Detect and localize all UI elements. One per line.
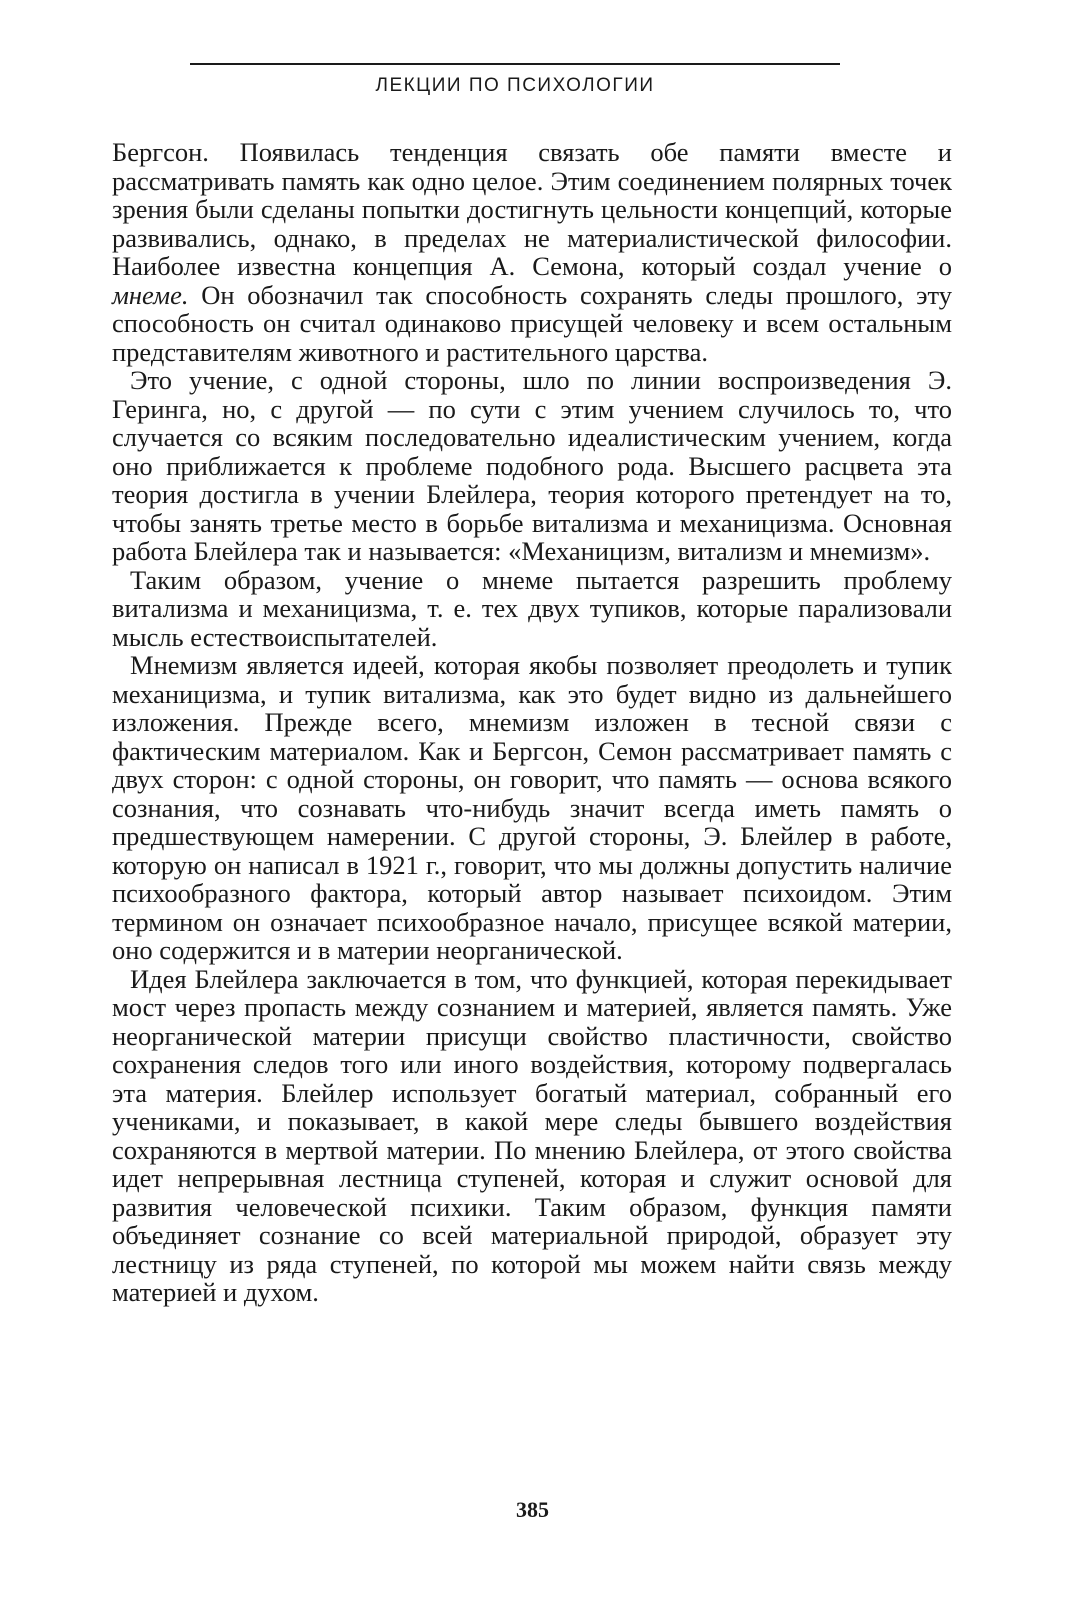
paragraph-1-text-start: Бергсон. Появилась тенденция связать обе памяти вместе и рассматривать память как одно целое. Этим соединением полярных точек зрения были сделаны попытки достигнуть цельности концепций, которые развивались, однако, в пределах не материалистической философии. Наиболее известна концепция А. Семона, который создал учение о — [112, 137, 952, 281]
paragraph-3: Таким образом, учение о мнеме пытается разрешить проблему витализма и механицизма, т. е. тех двух тупиков, которые парализовали мысль естествоиспытателей. — [112, 564, 952, 652]
paragraph-1-text-end: Он обозначил так способность сохранять следы прошлого, эту способность он считал одинаково присущей человеку и всем остальным представителям животного и растительного царства. — [112, 279, 952, 367]
header-rule — [190, 63, 840, 65]
page-number: 385 — [516, 1497, 549, 1522]
paragraph-4: Мнемизм является идеей, которая якобы позволяет преодолеть и тупик механицизма, и тупик витализма, как это будет видно из дальнейшего изложения. Прежде всего, мнемизм изложен в тесной связи с фактическим материалом. Как и Бергсон, Семон рассматривает память с двух сторон: с одной стороны, он говорит, что память — основа всякого сознания, что сознавать что-нибудь значит всегда иметь память о предшествующем намерении. С другой стороны, Э. Блейлер в работе, которую он написал в 1921 г., говорит, что мы должны допустить наличие психообразного фактора, который автор называет психоидом. Этим термином он означает психообразное начало, присущее всякой материи, оно содержится и в материи неорганической. — [112, 650, 952, 965]
running-head: ЛЕКЦИИ ПО ПСИХОЛОГИИ — [375, 75, 655, 96]
paragraph-5: Идея Блейлера заключается в том, что функцией, которая перекидывает мост через пропасть между сознанием и материей, является память. Уже неорганической материи присущи свойство пластичности, свойство сохранения следов того или иного воздействия, которому подвергалась эта материя. Блейлер использует богатый материал, собранный его учениками, и показывает, в какой мере следы бывшего воздействия сохраняются в мертвой материи. По мнению Блейлера, от этого свойства идет непрерывная лестница ступеней, которая и служит основой для развития человеческой психики. Таким образом, функция памяти объединяет сознание со всей материальной природой, образует эту лестницу из ряда ступеней, по которой мы можем найти связь между материей и духом. — [112, 963, 952, 1307]
paragraph-1 — [112, 138, 952, 366]
paragraph-2: Это учение, с одной стороны, шло по линии воспроизведения Э. Геринга, но, с другой — по сути с этим учением случилось то, что случается со всяким последовательно идеалистическим учением, когда оно приближается к проблеме подобного рода. Высшего расцвета эта теория достигла в учении Блейлера, теория которого претендует на то, чтобы занять третье место в борьбе витализма и механицизма. Основная работа Блейлера так и называется: «Механицизм, витализм и мнемизм». — [112, 365, 952, 566]
body-text — [112, 138, 952, 1307]
paragraph-1-emphasis: мнеме. — [112, 279, 189, 310]
